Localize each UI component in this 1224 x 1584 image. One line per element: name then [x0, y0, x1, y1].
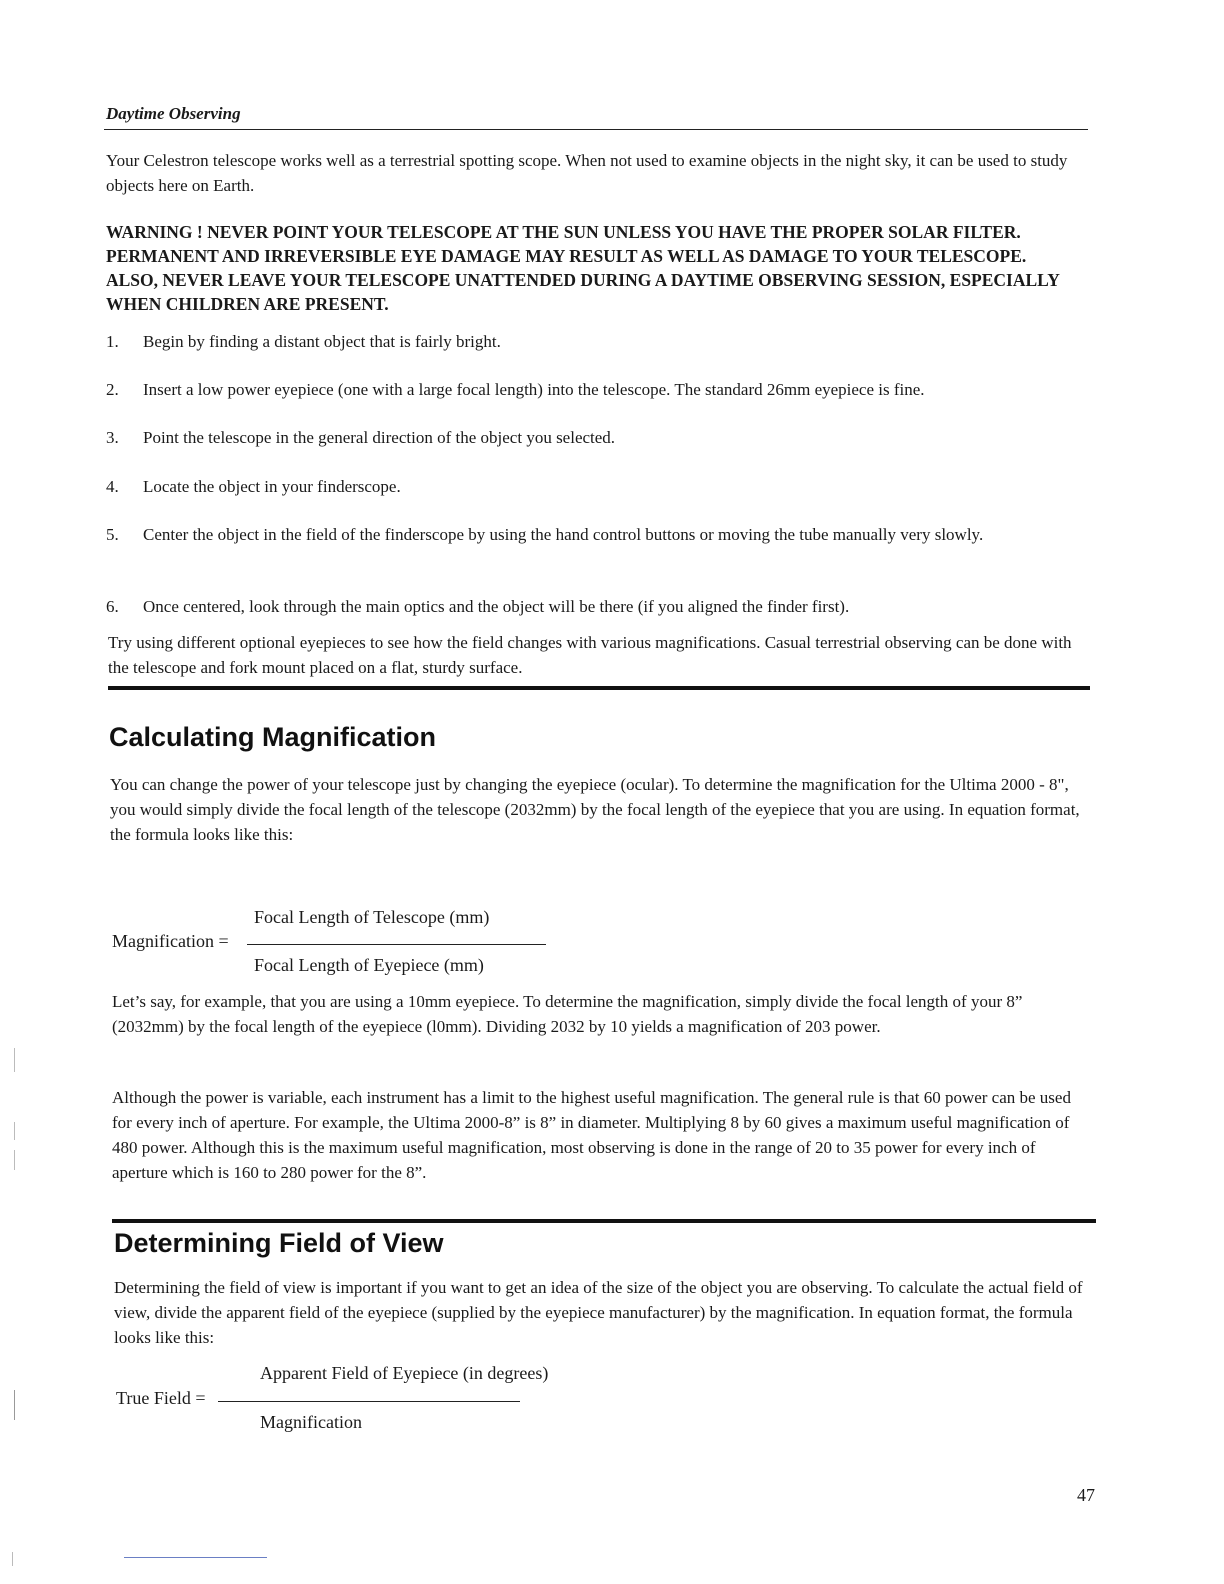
- list-item: [106, 523, 1081, 571]
- step-number: 1.: [106, 332, 119, 351]
- step-text: Begin by finding a distant object that is fairly bright.: [143, 332, 501, 351]
- list-item: [106, 378, 1081, 402]
- formula-fraction-bar: [247, 944, 546, 945]
- step-number: 5.: [106, 525, 119, 544]
- magnification-limit-paragraph: Although the power is variable, each instrument has a limit to the highest useful magnification. The general rule is that 60 power can be used for every inch of aperture. For example, the Ultima 2000-8” is 8” in diameter. Multiplying 8 by 60 gives a maximum useful magnification of 480 power. Although this is the maximum useful magnification, most observing is done in the range of 20 to 35 power for every inch of aperture which is 160 to 280 power for the 8”.: [112, 1088, 1071, 1182]
- footer-rule: [124, 1557, 267, 1558]
- heading-rule: [108, 686, 1090, 690]
- step-number: 6.: [106, 597, 119, 616]
- step-number: 3.: [106, 428, 119, 447]
- step-text: Insert a low power eyepiece (one with a large focal length) into the telescope. The standard 26mm eyepiece is fine.: [143, 380, 925, 399]
- magnification-intro-paragraph: You can change the power of your telescope just by changing the eyepiece (ocular). To determine the magnification for the Ultima 2000 - 8", you would simply divide the focal length of the telescope (2032mm) by the focal length of the eyepiece that you are using. In equation format, the formula looks like this:: [110, 775, 1080, 844]
- section-title-daytime-observing: Daytime Observing: [106, 104, 241, 123]
- sun-warning-paragraph: WARNING ! NEVER POINT YOUR TELESCOPE AT THE SUN UNLESS YOU HAVE THE PROPER SOLAR FILTER. PERMANENT AND IRREVERSIBLE EYE DAMAGE MAY RESULT AS WELL AS DAMAGE TO YOUR TELESCOPE. ALSO, NEVER LEAVE YOUR TELESCOPE UNATTENDED DURING A DAYTIME OBSERVING SESSION, ESPECIALLY WHEN CHILDREN ARE PRESENT.: [106, 222, 1060, 314]
- scan-margin-mark: [14, 1390, 15, 1420]
- formula-lhs: True Field =: [116, 1388, 206, 1408]
- scan-margin-mark: [14, 1150, 15, 1170]
- step-text: Center the object in the field of the finderscope by using the hand control buttons or moving the tube manually very slowly.: [143, 525, 984, 544]
- page-number: 47: [1077, 1485, 1095, 1505]
- heading-rule: [112, 1219, 1096, 1223]
- formula-denominator: Magnification: [260, 1412, 362, 1432]
- step-number: 4.: [106, 477, 119, 496]
- formula-numerator: Apparent Field of Eyepiece (in degrees): [260, 1363, 549, 1383]
- step-number: 2.: [106, 380, 119, 399]
- step-text: Once centered, look through the main optics and the object will be there (if you aligned the finder first).: [143, 597, 850, 616]
- formula-denominator: Focal Length of Eyepiece (mm): [254, 955, 484, 975]
- step-text: Point the telescope in the general direction of the object you selected.: [143, 428, 616, 447]
- field-of-view-intro-paragraph: Determining the field of view is important if you want to get an idea of the size of the object you are observing. To calculate the actual field of view, divide the apparent field of the eyepiece (supplied by the eyepiece manufacturer) by the magnification. In equation format, the formula looks like this:: [114, 1278, 1083, 1347]
- list-item: [106, 475, 1081, 499]
- step-text: Locate the object in your finderscope.: [143, 477, 401, 496]
- daytime-intro-paragraph: Your Celestron telescope works well as a terrestrial spotting scope. When not used to examine objects in the night sky, it can be used to study objects here on Earth.: [106, 151, 1068, 195]
- list-item: [106, 330, 1081, 354]
- list-item: [106, 595, 1081, 619]
- list-item: [106, 426, 1081, 450]
- section-divider: [104, 129, 1088, 130]
- scan-margin-mark: [14, 1122, 15, 1140]
- formula-fraction-bar: [218, 1401, 520, 1402]
- formula-numerator: Focal Length of Telescope (mm): [254, 907, 490, 927]
- magnification-example-paragraph: Let’s say, for example, that you are using a 10mm eyepiece. To determine the magnification, simply divide the focal length of your 8” (2032mm) by the focal length of the eyepiece (l0mm). Dividing 2032 by 10 yields a magnification of 203 power.: [112, 992, 1023, 1036]
- heading-calculating-magnification: Calculating Magnification: [109, 722, 437, 752]
- scan-margin-mark: [12, 1552, 13, 1566]
- formula-lhs: Magnification =: [112, 931, 229, 951]
- heading-determining-field-of-view: Determining Field of View: [114, 1228, 444, 1258]
- scan-margin-mark: [14, 1048, 15, 1072]
- daytime-closing-paragraph: Try using different optional eyepieces to see how the field changes with various magnifications. Casual terrestrial observing can be done with the telescope and fork mount placed on a flat, sturdy surface.: [108, 633, 1072, 677]
